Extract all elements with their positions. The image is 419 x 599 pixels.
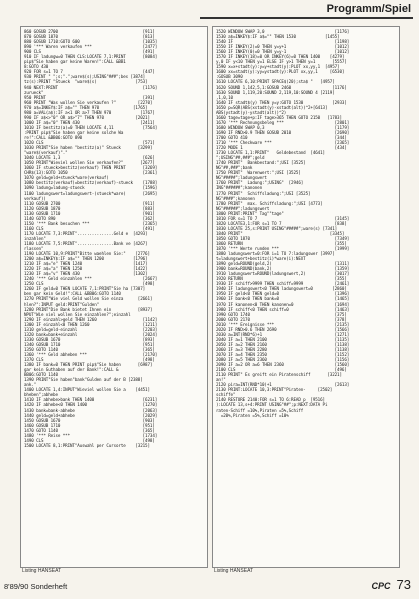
code-line: 1520 WINDOW SWAP 3,0 [1176] <box>216 29 350 34</box>
code-line: 1080 bestitz(verkauf)=bestitz(verkauf)-stueck [1788] <box>24 180 158 186</box>
code-line: 1880 ladungswert=0:FOR i=1 TO 7:ladungswer [3997] <box>216 251 335 257</box>
listing-label-left: Listing HANSEAT <box>22 568 62 574</box>
code-line: 1430 bank=bank-abhebe [2063] <box>24 407 158 413</box>
code-line: 1960 IF bank<0 THEN bank=0 [1465] <box>216 296 350 302</box>
code-line: ank." <box>24 382 37 388</box>
code-line: 1710 '*** Checkware *** [2365] <box>216 140 350 146</box>
code-line: 2030 a=INT(RND*6)+1 [1271] <box>216 331 350 337</box>
header-rule <box>200 17 413 19</box>
code-line: schiffe" <box>216 392 236 398</box>
code-line: 1270 PRINT"Wie viel Geld wollen Sie einza [2661] <box>24 296 153 302</box>
code-line: 1980 IF schiff<0 THEN schiff=0 [1463] <box>216 306 350 312</box>
code-line: 1350 GOTO 1140 [365] <box>24 346 155 352</box>
code-line: 1860 RETURN [355] <box>216 240 347 246</box>
code-line: 1150 '*** Bank besuchen *** [2365] <box>24 220 158 226</box>
code-line: 1480 '*** Reise *** [1734] <box>24 432 158 438</box>
code-line: 1140 GOTO 890 [362] <box>24 215 155 221</box>
code-line: 1540 IF [1198] <box>216 39 350 45</box>
code-line: 1870 '*** Werte runden *** [1999] <box>216 246 350 252</box>
code-line: an!" <box>216 377 226 383</box>
code-line: 1330 GOSUB 1670 [893] <box>24 336 155 342</box>
code-line: 1230 IF a$="v" THEN 430 [1302] <box>24 271 148 277</box>
code-line: NG"#####";ladungswert <box>216 175 267 181</box>
code-line: "ware$(verkauf)"." <box>24 150 68 156</box>
code-line: 1920 RETURN [355] <box>216 276 347 282</box>
code-line: 1250 CLS [498] <box>24 281 155 287</box>
code-line: hlen?":INPUT geld:PRINT"Gulden" <box>24 301 100 307</box>
code-line: 1650 p=SQR(ABS(xstadt(y)-xstadt(alt))^2+[6413] <box>216 104 328 110</box>
code-line: 1890 geld=ROUND(geld,2) [1311] <box>216 261 350 267</box>
code-line: raten-Schiff =10%,Piraten =5%,Schiff <box>216 407 304 413</box>
code-line: 890 '*** Waren verkaufen *** [2477] <box>24 44 158 50</box>
code-line: tz(s):PRINT "Stueck "ware$(s) [753] <box>24 79 148 85</box>
code-line: 2090 IF a=2 OR a=6 THEN 2360 [1560] <box>216 362 350 368</box>
code-line: 1320 bank=bank+einzahl [2024] <box>24 331 158 337</box>
code-line: 1810 FOR s=1 TO 7 [3145] <box>216 215 350 221</box>
code-listing-right <box>216 29 396 418</box>
code-line: 1100 ladungswert=ladungswert-(stueck*ware( [2695] <box>24 190 158 196</box>
code-line: 1400 LOCATE 1,4:INPUT"Wieviel wollen Sie a [4451] <box>24 387 150 393</box>
code-line: 970 a$=INKEY$:IF a$="" THEN 970 [1765] <box>24 104 148 110</box>
page-number: 73 <box>396 577 411 592</box>
code-line: 990 IF a$<>"0" OR a$>"7" THEN 970 [2021] <box>24 114 150 120</box>
code-line: 910 IF ladungw=0 THEN CLS:LOCATE 7,1:PRINT [8084] <box>24 54 158 60</box>
code-line: 1020 CLS [571] <box>24 140 155 146</box>
code-line: 2010 '*** Ereignisse *** [2135] <box>216 321 350 327</box>
code-line: 1290 IF einzahl>geld THEN 1260 [1142] <box>24 316 158 322</box>
code-line: 940 NEXT:PRINT [1176] <box>24 84 158 90</box>
code-line: 1260 IF geld=0 THEN LOCATE 7,1:PRINT"Sie ha [7307] <box>24 286 146 292</box>
code-line: 1640 IF stadt$(y) THEN y=y:GOTO 1530 [2933] <box>216 99 347 105</box>
code-line: 2070 IF a=4 THEN 2350 [1152] <box>216 352 350 357</box>
code-line: 1000 IF a$="0" THEN 430 [2411] <box>24 119 155 125</box>
code-line: 2140 RESTORE 2140:FOR s=1 TO 6:READ p [9516] <box>216 397 325 403</box>
code-line: 1360 '*** Geld abheben *** [2170] <box>24 352 158 357</box>
code-line: 1120 GOSUB 1870 [883] <box>24 205 155 211</box>
code-line: 1180 LOCATE 7,5:PRINT"...............Bank ve [4267] <box>24 240 148 246</box>
code-line: 1840 PRINT" [3345] <box>216 230 345 236</box>
page-footer <box>372 577 411 592</box>
code-line: 1130 GOSUB 1710 [901] <box>24 210 155 216</box>
code-line: 1060 IF stueck>bestitz(verkauf) THEN PRINT [3269] <box>24 165 158 171</box>
code-line: 2100 CLS [496] <box>216 367 347 373</box>
code-listing-left <box>24 29 204 448</box>
code-line: 1460 GOSUB 1710 [951] <box>24 422 155 428</box>
code-line: 1550 IF INKEY(2)=0 THEN y=y+1 [1012] <box>216 44 350 50</box>
code-line: 1950 IF geld<0 THEN geld=0 [1396] <box>216 291 350 297</box>
code-line: 2000 GOTO 2170 [378] <box>216 316 347 322</box>
code-line: 980 a=VAL(a$):IF a<1 OR a>7 THEN 970 [1767] <box>24 109 155 115</box>
code-line: verkauf)) <box>24 195 46 201</box>
code-line: 1110 GOSUB 2700 [911] <box>24 200 155 206</box>
code-line: 1820 LOCATE3,1:FOR s=1 TO 7 [838] <box>216 220 347 226</box>
code-line: 1850 GOTO 1870 [7349] <box>216 235 350 241</box>
code-line: 1770 PRINT" Schiffsladung:";USI [3525] <box>216 190 311 196</box>
code-line: 1910 ladungswert=ROUND(ladungswert,2) [3017] <box>216 271 350 277</box>
code-line: re!":CALL &BB06:GOTO 890 <box>24 134 83 140</box>
code-line: 1470 GOTO 1140 [365] <box>24 427 155 433</box>
code-line: ING"######";kanonen <box>216 185 263 191</box>
code-line: 1410 IF abhebe>bank THEN 1400 [6231] <box>24 397 158 403</box>
code-line: 1590 x=x+stadt(y):y=y+stadt(y):PLOT xx,yy,1 [4957] <box>216 64 340 70</box>
code-line: 1560 IF INKEY(0)=0 THEN y=y-1 [1012] <box>216 49 350 55</box>
code-line: 1620 SOUND 1,142,5,1:GOSUB 2460 [1176] <box>216 84 347 90</box>
code-line: 930 PRINT " ";s;".";ware$(s);USING"###";bes [3874] <box>24 74 146 80</box>
code-line: rlassen" <box>24 246 44 252</box>
code-line: 1800 PRINT:PRINT" Tag""tage" <box>216 210 284 216</box>
code-line: 1190 LOCATE 10,9:PRINT"Bitte waehlen Sie:" [2776] <box>24 251 150 257</box>
code-line: 1300 IF einzahl<0 THEN 1260 [1211] <box>24 321 158 327</box>
code-line: 1170 LOCATE 7,3:PRINT"...............Geld e [4293] <box>24 230 148 236</box>
code-line: 1500 LOCATE 8,1:PRINT"Auswahl per Cursorte [3215] <box>24 442 150 448</box>
code-line: ,1,0,10 <box>216 94 233 100</box>
section-title: Programm/Spiel <box>326 3 411 15</box>
code-line: 1310 geld=geld-einzahl [2203] <box>24 326 158 332</box>
code-line: pip$"Sie haben gar keine Waren!":CALL &BB1 <box>24 59 126 65</box>
listing-label-right: Listing HANSEAT <box>214 568 254 574</box>
code-line: 920 FOR s=1 TO 7 [447] <box>24 69 155 75</box>
code-line: :PRINT pip$"Sie haben gar keine solche Wa <box>24 129 124 135</box>
code-line: 1720 MODE 1 [434] <box>216 145 347 151</box>
code-line: zurueck" <box>24 89 44 95</box>
code-line: 2060 IF a=3 THEN 2280 [1138] <box>216 346 350 352</box>
code-line: 1240 '*** Geld einzahlen *** [2667] <box>24 276 158 282</box>
code-line: 1670 '*** Rechnungsbeleg *** [2801] <box>216 119 350 125</box>
code-line: ";USING"##,###";geld <box>216 155 265 161</box>
listing-column-right <box>212 26 400 568</box>
code-line: NG"####";kanonen <box>216 195 255 201</box>
code-line: 1760 PRINT" Ladung:";USING" [2946] <box>216 180 304 186</box>
code-line: t=ladungswert+bestitz(i)*ware(i):NEXT <box>216 256 306 262</box>
page-header <box>0 0 419 22</box>
code-line: 1700 GOTO 410 [344] <box>216 134 347 140</box>
code-line: 1900 bank=ROUND(bank,2) [1359] <box>216 266 350 272</box>
listing-column-left <box>20 26 208 568</box>
code-line: 1780 PRINT" max. Schiffsladung:";USI [4773] <box>216 200 323 206</box>
code-line: 1390 PRINT"Sie haben"bank"Gulden auf der B [2388] <box>24 377 143 383</box>
code-line: 2050 IF a=2 THEN 2160 [1138] <box>216 341 350 347</box>
code-line: 1490 CLS [498] <box>24 437 155 443</box>
code-line: 1050 PRINT"Wieviel wollen Sie verkaufen?" [2677] <box>24 160 155 166</box>
code-line: 1660 tage=tage+p:IF tage>365 THEN GOTO 2150 [1783] <box>216 114 342 120</box>
code-line: 880 GOSUB 1710:GOTO 600 [1035] <box>24 39 158 45</box>
code-line: 1380 IF bank=0 THEN PRINT pip$"Sie haben [6987] <box>24 362 153 368</box>
code-line: 1370 CLS [498] <box>24 357 155 363</box>
magazine-logo: CPC <box>371 581 391 591</box>
code-line: 1830 LOCATE 25,s:PRINT USING"#####";ware(s) [7341] <box>216 225 338 231</box>
code-line: ):LOCATE 13,s+4:PRINT USING"##";p:NEXT:DATA Pi <box>216 402 328 408</box>
code-line: BB06:GOTO 1140 <box>24 372 58 378</box>
code-line: 1440 geld=geld+abhebe [2029] <box>24 412 158 418</box>
code-line: 1210 IF a$="e" THEN 1240 [1417] <box>24 261 148 267</box>
code-line: 1220 IF a$="a" THEN 1250 [1422] <box>24 266 148 272</box>
code-line: CHR$(13):GOTO 1050 [2361] <box>24 170 158 176</box>
code-line: 2120 pira=INT(RND*10)+1 [2613] <box>216 382 350 388</box>
code-line: 1940 IF ladungswert<0 THEN ladungswert=0 [2860] <box>216 286 347 292</box>
code-line: 1010 IF bestitz(a)=0 THEN LOCATE 4,11 [7564] <box>24 124 158 130</box>
code-line: 1420 IF abhebe<0 THEN 1400 [1270] <box>24 402 158 408</box>
code-line: 1990 GOTO 1740 [375] <box>216 311 347 317</box>
code-line: 1340 GOSUB 1710 [951] <box>24 341 155 347</box>
code-line: 1680 WINDOW SWAP 0,3 [1179] <box>216 124 350 130</box>
code-line: 1630 SOUND 1,119,20:SOUND 2,119,10:SOUND 4 [2119] <box>216 89 335 95</box>
code-line: 1160 CLS [491] <box>24 225 155 231</box>
code-line: 1070 geld=geld+stueck*ware(verkauf) <box>24 175 109 181</box>
code-line: NG"######";ladungswert <box>216 205 270 211</box>
code-line: inzahlen" <box>24 235 46 241</box>
code-line: 1570 IF INKEY(18)=0 OR INKEY(6)=0 THEN 1400 [4279] <box>216 54 345 60</box>
code-line: y,0 IF y<10 THEN y=1 ELSE IF y>1 THEN y=1 [5557] <box>216 59 347 65</box>
code-line: 1600 xx=stadt(y):yy=ystadt(y):PLOT xx,yy,1 [6530] <box>216 69 345 75</box>
code-line: 1530 a$=INKEY$:IF a$="" THEN 1530 [1455] <box>216 34 340 40</box>
code-line: NPUT"Wie viel wollen Sie einzahlen?";einzahl <box>24 311 131 317</box>
code-line: 870 GOSUB 1870 [813] <box>24 34 155 40</box>
code-line: 2080 IF a=5 THEN 2360 [1156] <box>216 357 350 363</box>
code-line: 1610 LOCATE 6,10:PRINT SPACE$(20);sta$ " [4957] <box>216 79 335 85</box>
code-line: =20%,Piraten =5%,Schiff =10% <box>216 412 289 418</box>
code-line: 860 GOSUB 2700 [911] <box>24 29 155 34</box>
code-line: 1030 PRINT"Sie haben "bestitz(a)" Stueck [3299] <box>24 145 153 151</box>
code-line: 1690 IF RND>0.9 THEN GOSUB 2010 [2690] <box>216 129 350 135</box>
code-line: NG"##,###";bank <box>216 165 253 171</box>
issue-label: 8'89/90 Sonderheft <box>4 582 68 591</box>
code-line: gar kein Guthaben auf der Bank!":CALL & <box>24 367 119 373</box>
code-line: 1040 LOCATE 1,3 [626] <box>24 155 155 161</box>
code-line: 1090 ladung=ladung-stueck [1596] <box>24 185 158 191</box>
code-line: ABS(ystadt(y)-ystadt(alt))^2) <box>216 109 287 115</box>
code-line: 1740 PRINT" Bankbestand:";USI [3525] <box>216 160 306 166</box>
code-line: 1930 IF schiff>9999 THEN schiff=9999 [2461] <box>216 281 350 287</box>
code-line: 2040 IF a=1 THEN 2100 [1135] <box>216 336 350 342</box>
code-line: bheben";abhebe <box>24 392 58 398</box>
code-line: 1730 LOCATE 1,1:PRINT" Geldebestand [4641] <box>216 150 325 156</box>
code-line: :GOSUB 3090 <box>216 74 243 80</box>
code-line: 2130 PRINT:LOCATE 10,3:PRINT"Piraten- [2502] <box>216 387 333 393</box>
code-line: 1970 IF kanonen<0 THEN kanonen=0 [1694] <box>216 301 350 307</box>
code-line: 1200 a$=INKEY$:IF a$="" THEN 1200 [1796] <box>24 256 148 262</box>
code-line: 8:GOTO 430 <box>24 64 49 70</box>
code-line: 900 CLS [491] <box>24 49 155 55</box>
code-line: 960 PRINT "Was wollen Sie verkaufen ?" [2270] <box>24 99 153 105</box>
code-line: 2110 PRINT" Es greift ein Piratenschiff [3221] <box>216 372 342 378</box>
code-line: ben gar kein Geld!":CALL &BB06:GOTO 1140 <box>24 291 121 297</box>
code-line: 1450 GOSUB 1670 [903] <box>24 417 155 423</box>
code-line: 1750 PRINT" Warenwert:";USI [3525] <box>216 170 301 176</box>
code-line: 1280 PRINT"Die Bank bietet Ihnen ein [8937] <box>24 306 153 312</box>
code-line: 2020 IF RND>0.6 THEN 2690 [1566] <box>216 326 350 332</box>
code-line: 950 PRINT [391] <box>24 94 155 100</box>
